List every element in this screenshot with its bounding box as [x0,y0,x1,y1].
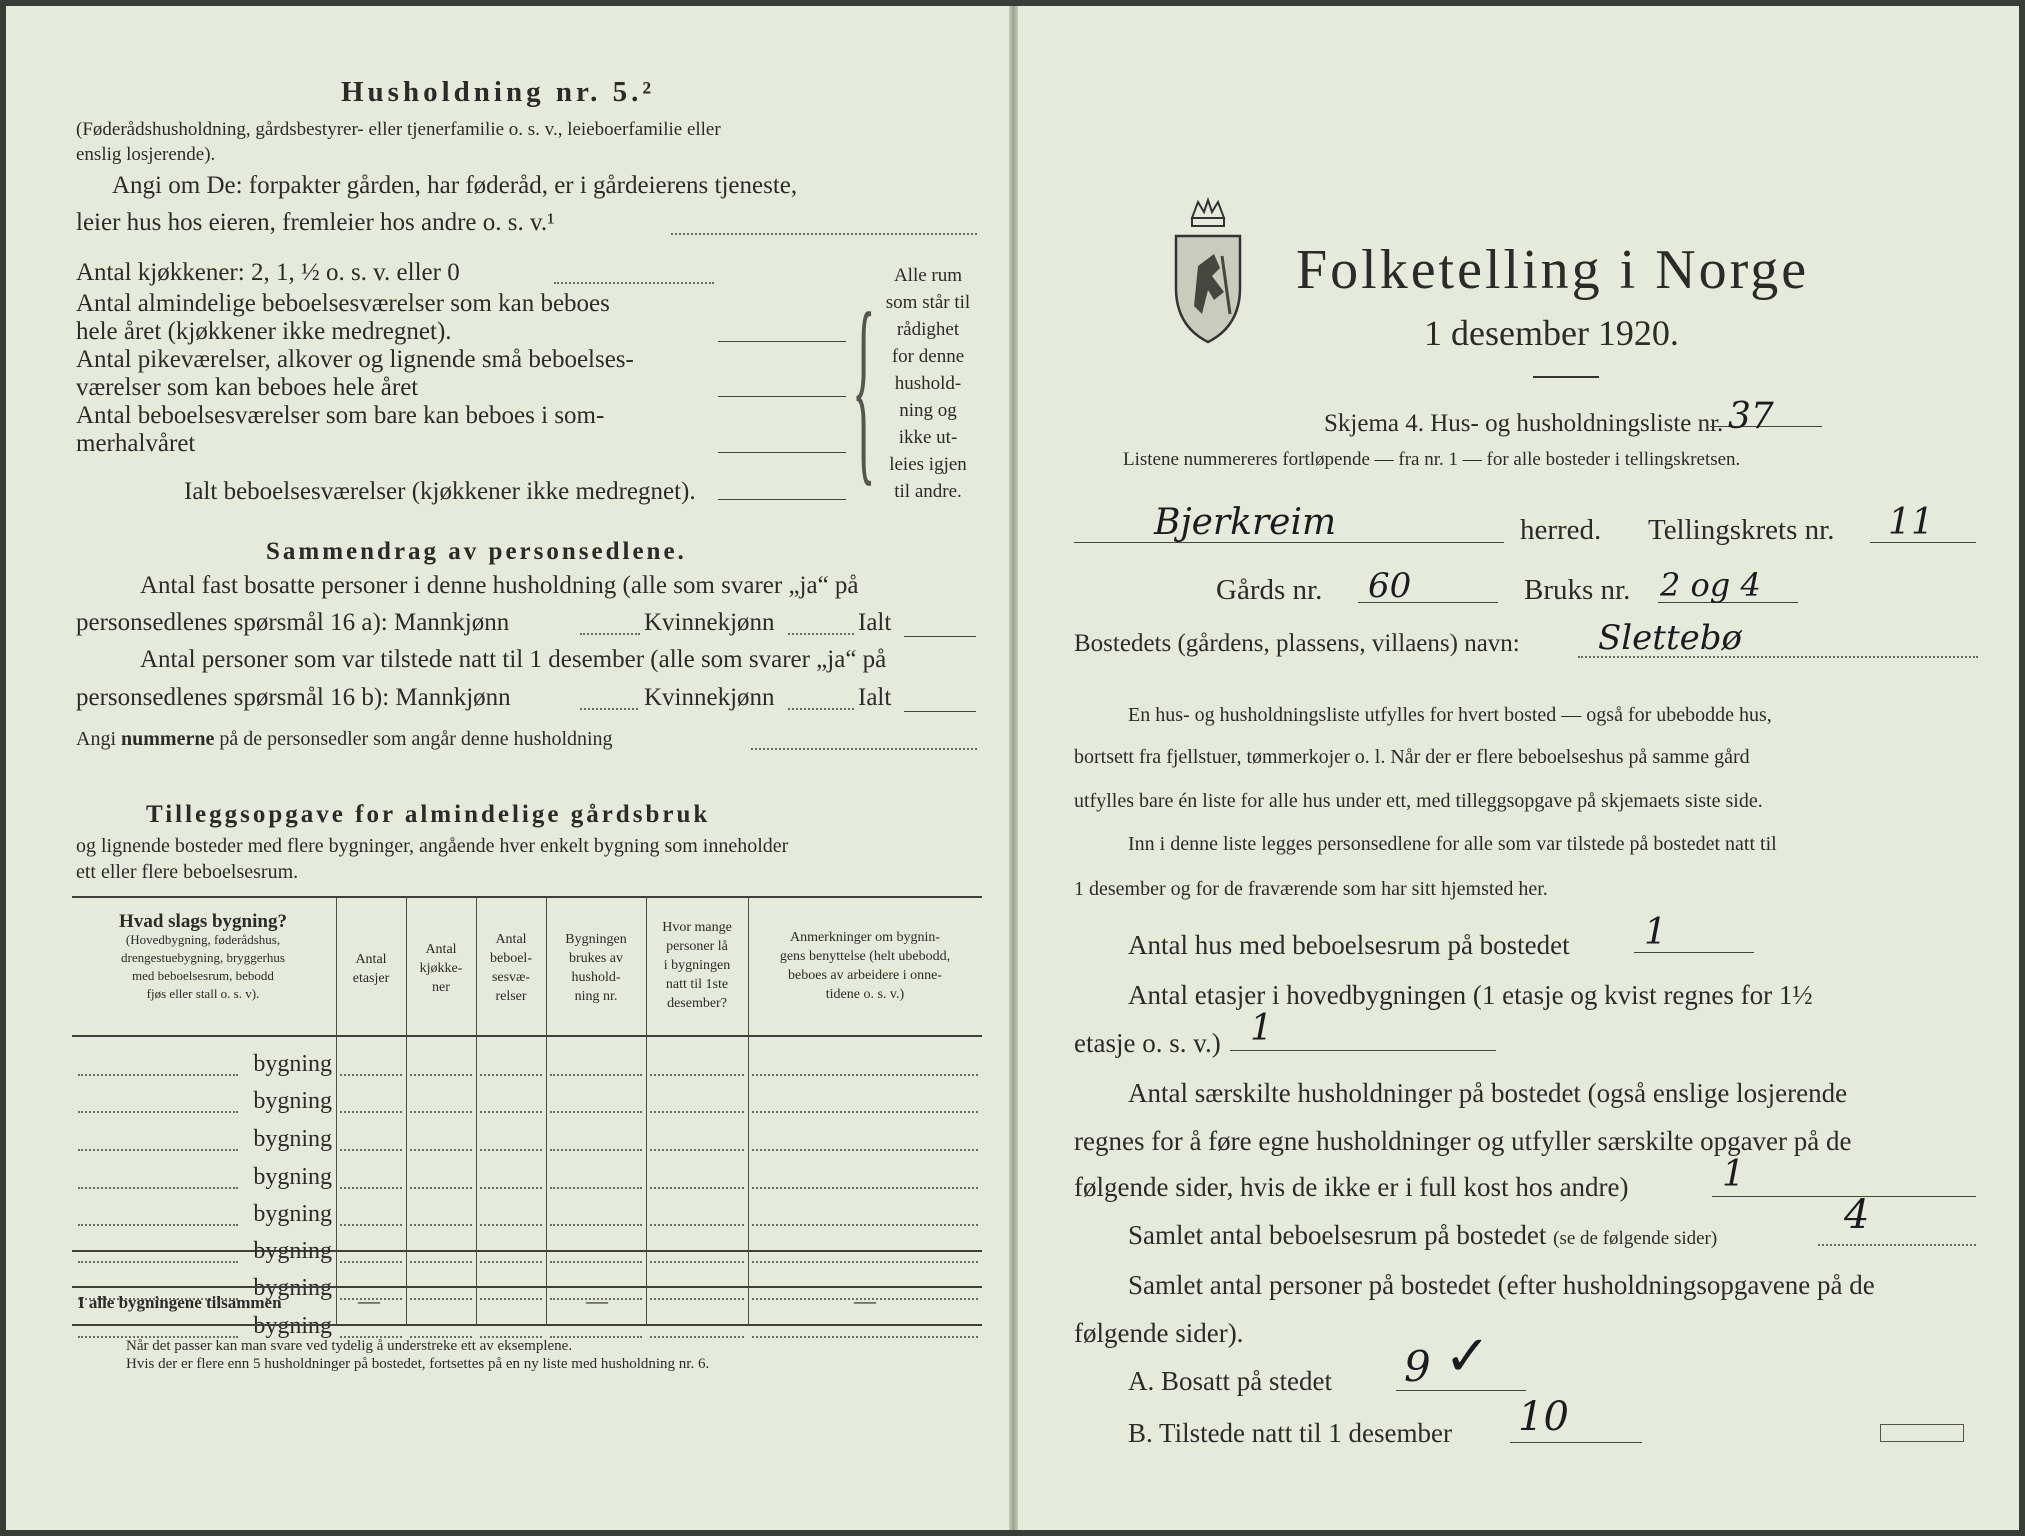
col-head-building-note: med beboelsesrum, bebodd [132,968,274,983]
col-head-building-note: drengestuebygning, bryggerhus [121,950,285,965]
rooms-line-7: merhalvåret [76,430,196,457]
row-cell-leader [410,1187,472,1189]
ialt-answer-a [904,636,976,637]
instruction-5: 1 desember og for de fraværende som har sitt hjemsted her. [1074,878,1548,900]
brace-note-line: for denne [891,346,965,367]
brace-note-line: som står til [885,292,971,313]
row-cell-leader [410,1261,472,1263]
row-label: bygning [253,1164,332,1190]
right-page [1018,6,2019,1530]
angi-line-1: Angi om De: forpakter gården, har føderåd, er i gårdeierens tjeneste, [112,172,798,199]
col-head-line: relser [495,989,527,1004]
household-title: Husholdning nr. 5.² [341,76,656,108]
footnote-2: Hvis der er flere enn 5 husholdninger på bostedet, fortsettes på en ny liste med husholdning nr. 6. [126,1356,710,1372]
household-note-1: (Føderådshusholdning, gårdsbestyrer- eller tjenerfamilie o. s. v., leieboerfamilie eller [76,119,721,140]
rooms-line-5: værelser som kan beboes hele året [76,374,419,401]
row-cell-leader [550,1074,642,1076]
rooms-answer-2 [718,341,846,342]
main-title: Folketelling i Norge [1296,239,1810,301]
q-beboelsesrum-answer-line [1818,1244,1976,1246]
row-cell-leader [550,1261,642,1263]
q-beboelsesrum-text: Samlet antal beboelsesrum på bostedet [1128,1220,1547,1250]
row-cell-leader [410,1224,472,1226]
row-name-leader [78,1074,238,1076]
q-husholdninger-line-2: regnes for å føre egne husholdninger og utfyller særskilte opgaver på de [1074,1126,1852,1156]
instruction-2: bortsett fra fjellstuer, tømmerkojer o. l. Når der er flere beboelseshus på samme gård [1074,746,1750,768]
row-cell-leader [650,1298,744,1300]
brace-note-line: ning og [899,400,957,421]
kvinne-label-b: Kvinnekjønn [644,684,775,711]
table-top-rule [72,896,982,898]
col-head-etasjer [336,950,406,988]
brace-note-line: til andre. [894,481,962,502]
row-cell-leader [550,1224,642,1226]
rooms-line-4: Antal pikeværelser, alkover og lignende små beboelses- [76,346,634,373]
brace-note-line: rådighet [896,319,960,340]
total-col-divider [476,1276,477,1324]
row-cell-leader [480,1261,542,1263]
row-cell-leader [480,1224,542,1226]
q-hus-label: Antal hus med beboelsesrum på bostedet [1128,930,1570,960]
q-etasjer-answer-line [1230,1050,1496,1051]
col-head-line: Bygningen [565,932,627,947]
brace: { [852,268,876,505]
q-bosatt-label: A. Bosatt på stedet [1128,1366,1332,1396]
col-head-line: Anmerkninger om bygnin- [789,930,941,945]
col-head-building-note: fjøs eller stall o. s. v). [146,986,260,1001]
row-cell-leader [410,1298,472,1300]
col-head-building-title: Hvad slags bygning? [119,911,287,932]
left-page [6,6,1009,1530]
col-head-anmerkninger [748,928,982,1004]
kvinne-answer-a [788,633,854,635]
col-head-husholdning [546,930,646,1006]
col-head-line: natt til 1ste [665,977,729,992]
q-personer-line-1: Samlet antal personer på bostedet (efter husholdningsopgavene på de [1128,1270,1875,1300]
table-total-rule [72,1286,982,1288]
q-etasjer-line-2: etasje o. s. v.) [1074,1028,1221,1058]
angi-nummerne [76,728,613,751]
ialt-label-a: Ialt [858,609,892,636]
col-head-line: desember? [667,996,727,1011]
tilleggsopgave-line-2: ett eller flere beboelsesrum. [76,861,299,883]
col-head-line: brukes av [568,951,624,966]
tilleggsopgave-title: Tilleggsopgave for almindelige gårdsbruk [146,801,711,828]
tilleggsopgave-line-1: og lignende bosteder med flere bygninger, angående hver enkelt bygning som inneholder [76,835,789,857]
q-etasjer-line-1: Antal etasjer i hovedbygningen (1 etasje og kvist regnes for 1½ [1128,980,1813,1010]
angi-rest: på de personsedler som angår denne husholdning [219,728,613,750]
row-label: bygning [253,1051,332,1077]
herred-label: herred. [1520,514,1602,546]
listene-note: Listene nummereres fortløpende — fra nr. 1 — for alle bosteder i tellingskretsen. [1123,449,1741,470]
brace-note-line: ikke ut- [898,427,958,448]
instruction-1: En hus- og husholdningsliste utfylles for hvert bosted — også for ubebodde hus, [1128,704,1772,726]
herred-value: Bjerkreim [1154,502,1337,543]
row-name-leader [78,1224,238,1226]
row-cell-leader [752,1336,978,1338]
census-form-spread [6,6,2019,1530]
tellingskrets-label: Tellingskrets nr. [1648,514,1835,546]
rooms-dots-1 [554,282,714,284]
instruction-4: Inn i denne liste legges personsedlene for alle som var tilstede på bostedet natt til [1128,833,1777,855]
row-cell-leader [340,1074,402,1076]
rooms-answer-3 [718,396,846,397]
row-cell-leader [650,1187,744,1189]
q-husholdninger-line-1: Antal særskilte husholdninger på bostedet (også enslige losjerende [1128,1078,1848,1108]
col-head-line: Hvor mange [662,920,732,935]
row-cell-leader [752,1074,978,1076]
q-personer-line-2: følgende sider). [1074,1318,1244,1348]
total-col-divider [336,1276,337,1324]
title-rule [1533,376,1599,378]
row-cell-leader [410,1074,472,1076]
row-cell-leader [340,1111,402,1113]
col-head-personer [646,918,748,1013]
col-head-line: ning nr. [574,989,618,1004]
q-bosatt-value: 9 [1404,1342,1431,1391]
table-head-rule [72,1035,982,1037]
rooms-answer-4 [718,452,846,453]
row-cell-leader [340,1224,402,1226]
row-cell-leader [752,1111,978,1113]
brace-note-line: Alle rum [893,265,963,286]
q-husholdninger-line-3: følgende sider, hvis de ikke er i full kost hos andre) [1074,1172,1629,1202]
row-cell-leader [650,1261,744,1263]
skjema-number: 37 [1728,396,1774,437]
q-beboelsesrum-note: (se de følgende sider) [1553,1228,1718,1249]
summary-line-3: Antal personer som var tilstede natt til 1 desember (alle som svarer „ja“ på [140,646,887,673]
rooms-total-answer [718,499,846,500]
col-head-beboelsesvaerelser [476,930,546,1006]
row-label: bygning [253,1126,332,1152]
census-date: 1 desember 1920. [1424,313,1679,353]
brace-note [868,262,988,505]
col-head-line: beboel- [490,951,532,966]
bruks-label: Bruks nr. [1524,574,1631,606]
col-head-line: ner [432,980,450,995]
gards-label: Gårds nr. [1216,574,1323,606]
angi-line-2: leier hus hos eieren, fremleier hos andre o. s. v.¹ [76,209,555,236]
row-label: bygning [253,1313,332,1339]
col-head-line: sesvæ- [491,970,531,985]
row-cell-leader [480,1111,542,1113]
q-beboelsesrum-value: 4 [1844,1192,1870,1238]
row-cell-leader [410,1149,472,1151]
row-cell-leader [340,1261,402,1263]
total-dash: — [358,1288,380,1313]
footnote-1: Når det passer kan man svare ved tydelig å understreke ett av eksemplene. [126,1338,573,1354]
col-head-line: hushold- [571,970,621,985]
col-head-building [72,912,334,1003]
row-name-leader [78,1111,238,1113]
col-head-line: etasjer [352,971,390,986]
q-husholdninger-value: 1 [1722,1154,1745,1195]
col-head-line: gens benyttelse (helt ubebodd, [779,949,951,964]
check-mark-icon: ✓ [1444,1324,1491,1389]
angi-word: Angi [76,728,116,750]
row-name-leader [78,1261,238,1263]
summary-line-2: personsedlenes spørsmål 16 a): Mannkjønn [76,609,510,636]
col-head-building-note: (Hovedbygning, føderådshus, [125,932,281,947]
kvinne-answer-b [788,708,854,710]
row-cell-leader [340,1187,402,1189]
total-col-divider [546,1276,547,1324]
total-dash: — [854,1288,876,1313]
tellingskrets-value: 11 [1888,502,1934,543]
row-cell-leader [650,1074,744,1076]
col-head-line: personer lå [666,939,728,954]
row-cell-leader [410,1111,472,1113]
total-dash: — [586,1288,608,1313]
summary-title: Sammendrag av personsedlene. [266,538,687,565]
row-cell-leader [480,1149,542,1151]
q-hus-value: 1 [1644,912,1667,953]
col-head-line: i bygningen [663,958,731,973]
ialt-label-b: Ialt [858,684,892,711]
instruction-3: utfylles bare én liste for alle hus under ett, med tilleggsopgave på skjemaets siste side. [1074,790,1763,812]
col-head-line: beboes av arbeidere i onne- [788,968,942,983]
row-cell-leader [650,1336,744,1338]
col-head-line: tidene o. s. v.) [825,987,905,1002]
row-cell-leader [752,1187,978,1189]
summary-line-4: personsedlenes spørsmål 16 b): Mannkjønn [76,684,511,711]
summary-line-1: Antal fast bosatte personer i denne husholdning (alle som svarer „ja“ på [140,572,859,599]
total-col-divider [748,1276,749,1324]
total-col-divider [646,1276,647,1324]
row-label: bygning [253,1088,332,1114]
household-note-2: enslig losjerende). [76,144,216,165]
q-beboelsesrum-label [1128,1220,1717,1251]
center-fold [1009,6,1018,1530]
total-label: I alle bygningene tilsammen [78,1293,282,1312]
nummerne-answer [751,748,977,750]
q-tilstede-label: B. Tilstede natt til 1 desember [1128,1418,1452,1448]
kvinne-label-a: Kvinnekjønn [644,609,775,636]
row-cell-leader [752,1224,978,1226]
row-label: bygning [253,1275,332,1301]
row-cell-leader [752,1261,978,1263]
row-name-leader [78,1187,238,1189]
row-label: bygning [253,1238,332,1264]
brace-note-line: hushold- [894,373,962,394]
ialt-answer-b [904,711,976,712]
mann-answer-b [580,708,638,710]
row-cell-leader [650,1149,744,1151]
row-cell-leader [650,1224,744,1226]
coat-of-arms-icon [1168,196,1248,346]
row-cell-leader [752,1149,978,1151]
q-etasjer-value: 1 [1250,1008,1273,1049]
bosted-value: Slettebø [1598,618,1742,658]
rooms-line-6: Antal beboelsesværelser som bare kan beboes i som- [76,402,605,429]
printer-stamp-icon [1880,1424,1964,1442]
row-label: bygning [253,1201,332,1227]
total-col-divider [406,1276,407,1324]
rooms-total: Ialt beboelsesværelser (kjøkkener ikke medregnet). [184,478,696,505]
skjema-label: Skjema 4. Hus- og husholdningsliste nr. [1324,410,1724,437]
rooms-line-1: Antal kjøkkener: 2, 1, ½ o. s. v. eller 0 [76,259,460,286]
q-tilstede-answer-line [1510,1442,1642,1443]
mann-answer-a [580,633,640,635]
row-cell-leader [340,1149,402,1151]
nummerne-word: nummerne [121,728,215,750]
row-cell-leader [650,1111,744,1113]
q-tilstede-value: 10 [1518,1394,1569,1440]
col-head-line: kjøkke- [419,961,463,976]
bruks-value: 2 og 4 [1660,566,1761,604]
row-cell-leader [550,1111,642,1113]
brace-note-line: leies igjen [889,454,967,475]
gards-value: 60 [1368,566,1412,606]
row-cell-leader [550,1187,642,1189]
rooms-line-2: Antal almindelige beboelsesværelser som kan beboes [76,290,610,317]
row-cell-leader [550,1149,642,1151]
row-cell-leader [480,1074,542,1076]
col-head-line: Antal [355,952,387,967]
col-head-line: Antal [425,942,457,957]
rooms-line-3: hele året (kjøkkener ikke medregnet). [76,318,452,345]
angi-answer-line [671,233,977,235]
row-name-leader [78,1149,238,1151]
col-head-line: Antal [495,932,527,947]
table-end-rule [72,1324,982,1326]
row-cell-leader [480,1298,542,1300]
row-cell-leader [480,1187,542,1189]
col-head-kjokkener [406,940,476,997]
bosted-label: Bostedets (gårdens, plassens, villaens) navn: [1074,630,1520,657]
